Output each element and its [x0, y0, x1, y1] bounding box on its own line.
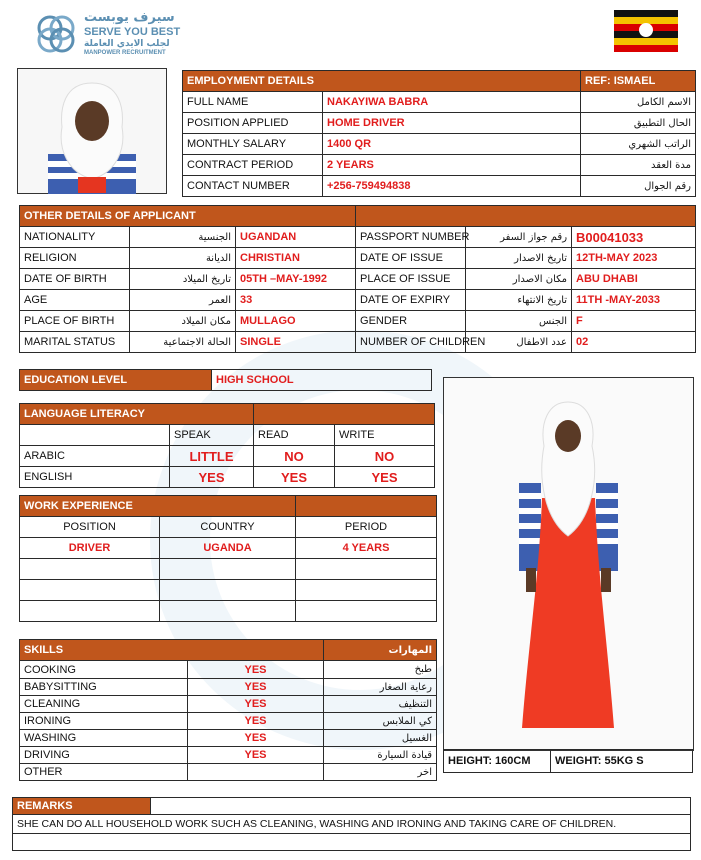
remarks-header: REMARKS	[13, 798, 151, 815]
weight-value: WEIGHT: 55KG S	[551, 750, 693, 773]
remarks-header-blank	[151, 798, 691, 815]
other-arabic: رقم جواز السفر	[466, 227, 572, 248]
logo-english: SERVE YOU BEST	[84, 26, 181, 38]
other-arabic: العمر	[130, 290, 236, 311]
work-header-blank	[296, 496, 437, 517]
skills-table	[19, 639, 437, 781]
skill-name: OTHER	[20, 764, 188, 781]
other-arabic: تاريخ الاصدار	[466, 248, 572, 269]
other-value: CHRISTIAN	[236, 248, 356, 269]
other-details-table	[19, 205, 696, 353]
skill-arabic: رعاية الصغار	[324, 679, 437, 696]
other-arabic: مكان الميلاد	[130, 311, 236, 332]
emp-value: NAKAYIWA BABRA	[323, 92, 581, 113]
work-empty	[160, 559, 296, 580]
skill-arabic: التنظيف	[324, 696, 437, 713]
skill-value: YES	[188, 713, 324, 730]
work-empty	[160, 580, 296, 601]
emp-arabic: الراتب الشهري	[581, 134, 696, 155]
work-empty	[296, 601, 437, 622]
skill-arabic: اخر	[324, 764, 437, 781]
work-header: WORK EXPERIENCE	[20, 496, 296, 517]
work-col: PERIOD	[296, 517, 437, 538]
skill-arabic: الغسيل	[324, 730, 437, 747]
language-value: YES	[254, 467, 335, 488]
other-header-blank	[356, 206, 696, 227]
emp-arabic: الاسم الكامل	[581, 92, 696, 113]
emp-arabic: الحال التطبيق	[581, 113, 696, 134]
ref-label: REF: ISMAEL	[581, 71, 696, 92]
other-value: 12TH-MAY 2023	[572, 248, 696, 269]
language-header-blank	[254, 404, 435, 425]
other-value: F	[572, 311, 696, 332]
other-value: 05TH –MAY-1992	[236, 269, 356, 290]
language-name: ENGLISH	[20, 467, 170, 488]
language-value: YES	[335, 467, 435, 488]
skill-arabic: كي الملابس	[324, 713, 437, 730]
other-value: 33	[236, 290, 356, 311]
other-arabic: مكان الاصدار	[466, 269, 572, 290]
skills-header-arabic: المهارات	[324, 640, 437, 661]
language-value: LITTLE	[170, 446, 254, 467]
skill-value: YES	[188, 696, 324, 713]
other-arabic: الديانة	[130, 248, 236, 269]
logo-knot-icon	[34, 12, 78, 56]
work-empty	[296, 580, 437, 601]
other-value: ABU DHABI	[572, 269, 696, 290]
work-col: POSITION	[20, 517, 160, 538]
language-name: ARABIC	[20, 446, 170, 467]
language-value: NO	[254, 446, 335, 467]
work-period: 4 YEARS	[296, 538, 437, 559]
skill-value: YES	[188, 679, 324, 696]
other-value: B00041033	[572, 227, 696, 248]
emp-label: FULL NAME	[183, 92, 323, 113]
emp-label: CONTRACT PERIOD	[183, 155, 323, 176]
logo-english-sub: MANPOWER RECRUITMENT	[84, 50, 166, 56]
other-label: AGE	[20, 290, 130, 311]
language-col-blank	[20, 425, 170, 446]
other-arabic: تاريخ الانتهاء	[466, 290, 572, 311]
language-col: READ	[254, 425, 335, 446]
height-value: HEIGHT: 160CM	[444, 750, 551, 773]
skill-name: IRONING	[20, 713, 188, 730]
remarks-table	[12, 797, 691, 851]
other-label: DATE OF ISSUE	[356, 248, 466, 269]
skill-value	[188, 764, 324, 781]
other-value: 02	[572, 332, 696, 353]
other-header: OTHER DETAILS OF APPLICANT	[20, 206, 356, 227]
other-value: 11TH -MAY-2033	[572, 290, 696, 311]
remarks-empty	[13, 834, 691, 851]
remarks-text: SHE CAN DO ALL HOUSEHOLD WORK SUCH AS CLEANING, WASHING AND IRONING AND TAKING CARE OF CHILDREN.	[13, 815, 691, 834]
work-empty	[20, 559, 160, 580]
emp-label: POSITION APPLIED	[183, 113, 323, 134]
language-value: YES	[170, 467, 254, 488]
other-label: NATIONALITY	[20, 227, 130, 248]
other-arabic: الجنس	[466, 311, 572, 332]
emp-arabic: مدة العقد	[581, 155, 696, 176]
other-arabic: الحالة الاجتماعية	[130, 332, 236, 353]
uganda-flag-icon	[614, 10, 678, 52]
language-table	[19, 403, 435, 488]
logo-arabic-sub: لجلب الايدي العاملة	[84, 39, 170, 49]
other-value: SINGLE	[236, 332, 356, 353]
other-value: MULLAGO	[236, 311, 356, 332]
skill-value: YES	[188, 747, 324, 764]
skill-name: WASHING	[20, 730, 188, 747]
other-label: PLACE OF BIRTH	[20, 311, 130, 332]
emp-value: 1400 QR	[323, 134, 581, 155]
emp-arabic: رقم الجوال	[581, 176, 696, 197]
education-value: HIGH SCHOOL	[212, 370, 432, 391]
other-label: RELIGION	[20, 248, 130, 269]
skill-value: YES	[188, 661, 324, 679]
emp-label: CONTACT NUMBER	[183, 176, 323, 197]
language-header: LANGUAGE LITERACY	[20, 404, 254, 425]
other-value: UGANDAN	[236, 227, 356, 248]
applicant-full-photo	[443, 377, 694, 751]
skill-arabic: طبخ	[324, 661, 437, 679]
language-col: WRITE	[335, 425, 435, 446]
logo-arabic: سيرف يوبست	[84, 10, 175, 25]
education-header: EDUCATION LEVEL	[20, 370, 212, 391]
other-arabic: الجنسية	[130, 227, 236, 248]
skills-header: SKILLS	[20, 640, 324, 661]
skill-arabic: قيادة السيارة	[324, 747, 437, 764]
other-label: DATE OF BIRTH	[20, 269, 130, 290]
other-arabic: عدد الاطفال	[466, 332, 572, 353]
emp-label: MONTHLY SALARY	[183, 134, 323, 155]
company-logo	[34, 10, 184, 60]
work-experience-table	[19, 495, 437, 622]
other-label: NUMBER OF CHILDREN	[356, 332, 466, 353]
language-value: NO	[335, 446, 435, 467]
work-col: COUNTRY	[160, 517, 296, 538]
other-label: DATE OF EXPIRY	[356, 290, 466, 311]
other-label: MARITAL STATUS	[20, 332, 130, 353]
skill-value: YES	[188, 730, 324, 747]
work-country: UGANDA	[160, 538, 296, 559]
emp-value: +256-759494838	[323, 176, 581, 197]
other-arabic: تاريخ الميلاد	[130, 269, 236, 290]
education-table	[19, 369, 432, 391]
other-label: PLACE OF ISSUE	[356, 269, 466, 290]
skill-name: CLEANING	[20, 696, 188, 713]
emp-value: 2 YEARS	[323, 155, 581, 176]
other-label: PASSPORT NUMBER	[356, 227, 466, 248]
work-empty	[160, 601, 296, 622]
work-empty	[296, 559, 437, 580]
emp-value: HOME DRIVER	[323, 113, 581, 134]
measures-table	[443, 749, 693, 773]
skill-name: DRIVING	[20, 747, 188, 764]
skill-name: BABYSITTING	[20, 679, 188, 696]
work-empty	[20, 601, 160, 622]
work-position: DRIVER	[20, 538, 160, 559]
applicant-headshot	[17, 68, 167, 194]
skill-name: COOKING	[20, 661, 188, 679]
employment-header: EMPLOYMENT DETAILS	[183, 71, 581, 92]
other-label: GENDER	[356, 311, 466, 332]
language-col: SPEAK	[170, 425, 254, 446]
employment-table	[182, 70, 696, 197]
work-empty	[20, 580, 160, 601]
